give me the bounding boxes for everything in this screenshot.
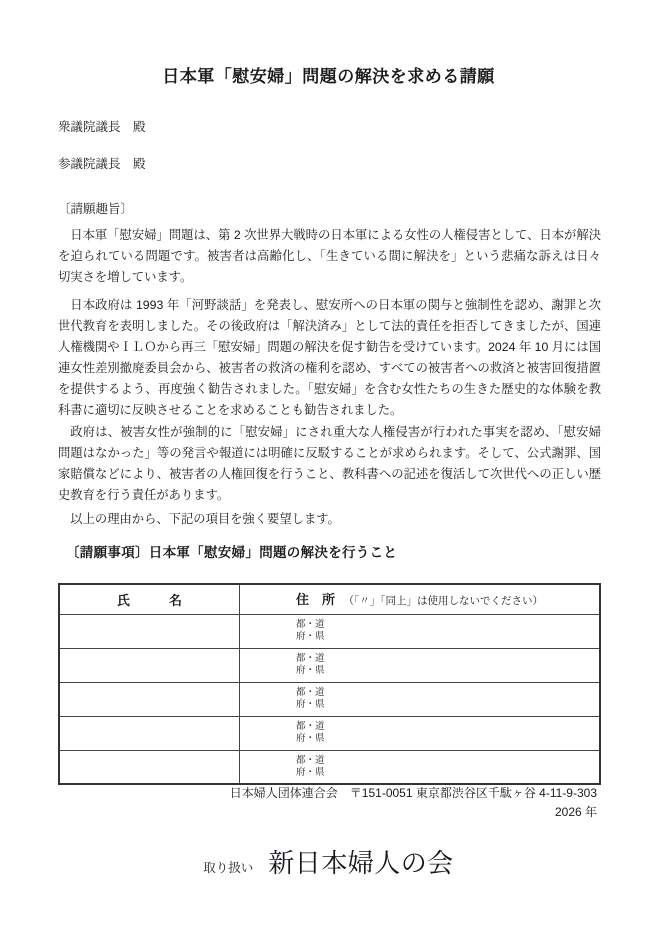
signature-table <box>58 583 601 785</box>
address-header-label: 住 所 <box>296 592 336 608</box>
handler-organization-logo: 新日本婦人の会 <box>268 849 454 878</box>
address-blank-cell <box>240 750 601 784</box>
closing-line: 以上の理由から、下記の項目を強く要望します。 <box>70 512 340 526</box>
handler-block <box>0 843 657 880</box>
prefecture-label: 都・道 府・県 <box>296 619 325 642</box>
name-blank-cell <box>59 716 240 750</box>
signature-row <box>59 716 600 750</box>
handler-label: 取り扱い <box>203 861 254 875</box>
address-blank-cell <box>240 614 601 648</box>
purpose-paragraph-1: 日本軍「慰安婦」問題は、第 2 次世界大戦時の日本軍による女性の人権侵害として、日本が解決を迫られている問題です。被害者は高齢化し、「生きている間に解決を」という悲痛な訴えは日々切実さを増しています。 <box>58 228 601 284</box>
address-blank-cell <box>240 648 601 682</box>
name-blank-cell <box>59 614 240 648</box>
address-column-header <box>240 584 601 614</box>
address-blank-cell <box>240 716 601 750</box>
signature-row <box>59 648 600 682</box>
address-blank-cell <box>240 682 601 716</box>
addressee-house-of-councillors: 参議院議長 殿 <box>58 157 146 171</box>
name-column-header: 氏 名 <box>59 584 240 614</box>
name-blank-cell <box>59 750 240 784</box>
signature-row <box>59 614 600 648</box>
purpose-paragraph-3: 政府は、被害女性が強制的に「慰安婦」にされ重大な人権侵害が行われた事実を認め、「慰安婦問題はなかった」等の発言や報道には明確に反駁することが求められます。そして、公式謝罪、国家賠償などにより、被害者の人権回復を行うこと、教科書への記述を復活して次世代への正しい歴史教育を行う責任があります。 <box>58 425 601 502</box>
name-blank-cell <box>59 648 240 682</box>
addressee-house-of-representatives: 衆議院議長 殿 <box>58 120 146 134</box>
address-header-note: （「〃」「同上」は使用しないでください） <box>343 595 543 608</box>
organization-address-line: 日本婦人団体連合会 〒151-0051 東京都渋谷区千駄ヶ谷 4-11-9-303 <box>229 786 597 800</box>
signature-row <box>59 750 600 784</box>
petition-item-heading: 〔請願事項〕日本軍「慰安婦」問題の解決を行うこと <box>66 545 398 560</box>
document-title: 日本軍「慰安婦」問題の解決を求める請願 <box>162 67 495 86</box>
prefecture-label: 都・道 府・県 <box>296 687 325 710</box>
purpose-paragraph-2: 日本政府は 1993 年「河野談話」を発表し、慰安所への日本軍の関与と強制性を認め、謝罪と次世代教育を表明しました。その後政府は「解決済み」として法的責任を拒否してきましたが、国連人権機関やＩＬＯから再三「慰安婦」問題の解決を促す勧告を受けています。2024 年 10 月には国連女性差別撤廃委員会から、被害者の救済の権利を認め、すべての被害者への救済と被害回復措置を提供するよう、再度強く勧告されました。「慰安婦」を含む女性たちの生きた歴史的な体験を教科書に適切に反映させることを求めることも勧告されました。 <box>58 298 601 417</box>
signature-row <box>59 682 600 716</box>
signature-table-header-row <box>59 584 600 614</box>
name-blank-cell <box>59 682 240 716</box>
prefecture-label: 都・道 府・県 <box>296 754 325 778</box>
petition-purpose-heading: 〔請願趣旨〕 <box>58 202 134 216</box>
prefecture-label: 都・道 府・県 <box>296 721 325 744</box>
year-line: 2026 年 <box>554 805 597 819</box>
prefecture-label: 都・道 府・県 <box>296 653 325 676</box>
